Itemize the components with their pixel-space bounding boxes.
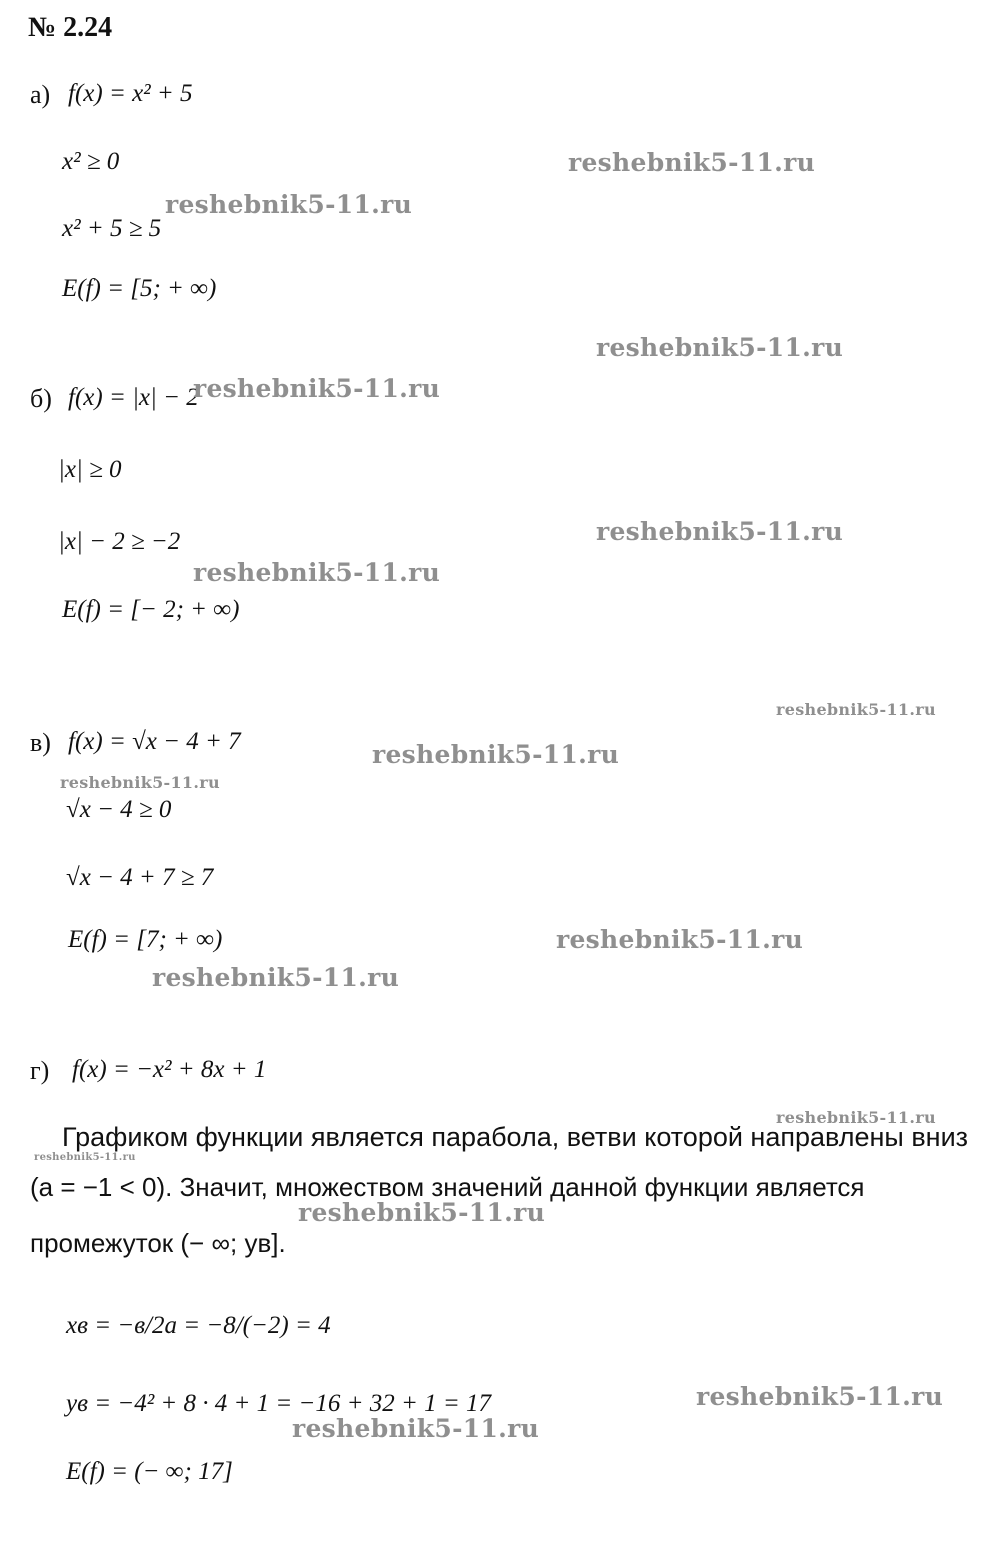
watermark: reshebnik5-11.ru [60, 773, 220, 792]
part-v-answer: E(f) = [7; + ∞) [68, 926, 223, 953]
part-b-step-1: |x| ≥ 0 [58, 456, 122, 483]
part-a-label: а) [30, 80, 51, 109]
problem-number: № 2.24 [28, 12, 113, 43]
watermark: reshebnik5-11.ru [596, 333, 844, 362]
watermark: reshebnik5-11.ru [193, 374, 441, 403]
part-b-answer: E(f) = [− 2; + ∞) [62, 596, 240, 623]
part-v-step-2: √x − 4 + 7 ≥ 7 [66, 864, 214, 891]
part-g-text-line-1: Графиком функции является парабола, ветви которой направлены вниз [62, 1122, 969, 1152]
part-a-step-2: x² + 5 ≥ 5 [62, 215, 162, 242]
watermark: reshebnik5-11.ru [696, 1382, 944, 1411]
watermark: reshebnik5-11.ru [298, 1198, 546, 1227]
watermark: reshebnik5-11.ru [776, 1108, 936, 1127]
watermark: reshebnik5-11.ru [776, 700, 936, 719]
part-g-text-line-2: (a = −1 < 0). Значит, множеством значений данной функции является [30, 1172, 865, 1202]
watermark: reshebnik5-11.ru [596, 517, 844, 546]
part-a-function: f(x) = x² + 5 [68, 80, 193, 107]
part-v-step-1: √x − 4 ≥ 0 [66, 796, 172, 823]
part-b-label: б) [30, 384, 52, 413]
part-g-vertex-y: yв = −4² + 8 · 4 + 1 = −16 + 32 + 1 = 17 [66, 1390, 492, 1417]
part-g-answer: E(f) = (− ∞; 17] [66, 1458, 233, 1485]
part-g-vertex-x: xв = −в/2a = −8/(−2) = 4 [66, 1312, 331, 1339]
part-g-text-line-3: промежуток (− ∞; yв]. [30, 1228, 286, 1258]
watermark: reshebnik5-11.ru [292, 1414, 540, 1443]
watermark: reshebnik5-11.ru [165, 190, 413, 219]
part-a-answer: E(f) = [5; + ∞) [62, 275, 217, 302]
part-b-function: f(x) = |x| − 2 [68, 384, 199, 411]
part-b-step-2: |x| − 2 ≥ −2 [58, 528, 181, 555]
watermark: reshebnik5-11.ru [193, 558, 441, 587]
part-g-function: f(x) = −x² + 8x + 1 [72, 1056, 267, 1083]
part-v-function: f(x) = √x − 4 + 7 [68, 728, 241, 755]
part-a-step-1: x² ≥ 0 [62, 148, 120, 175]
watermark: reshebnik5-11.ru [372, 740, 620, 769]
watermark: reshebnik5-11.ru [556, 925, 804, 954]
watermark: reshebnik5-11.ru [568, 148, 816, 177]
watermark: reshebnik5-11.ru [152, 963, 400, 992]
part-g-label: г) [30, 1056, 50, 1085]
watermark: reshebnik5-11.ru [34, 1152, 136, 1163]
part-v-label: в) [30, 728, 51, 757]
